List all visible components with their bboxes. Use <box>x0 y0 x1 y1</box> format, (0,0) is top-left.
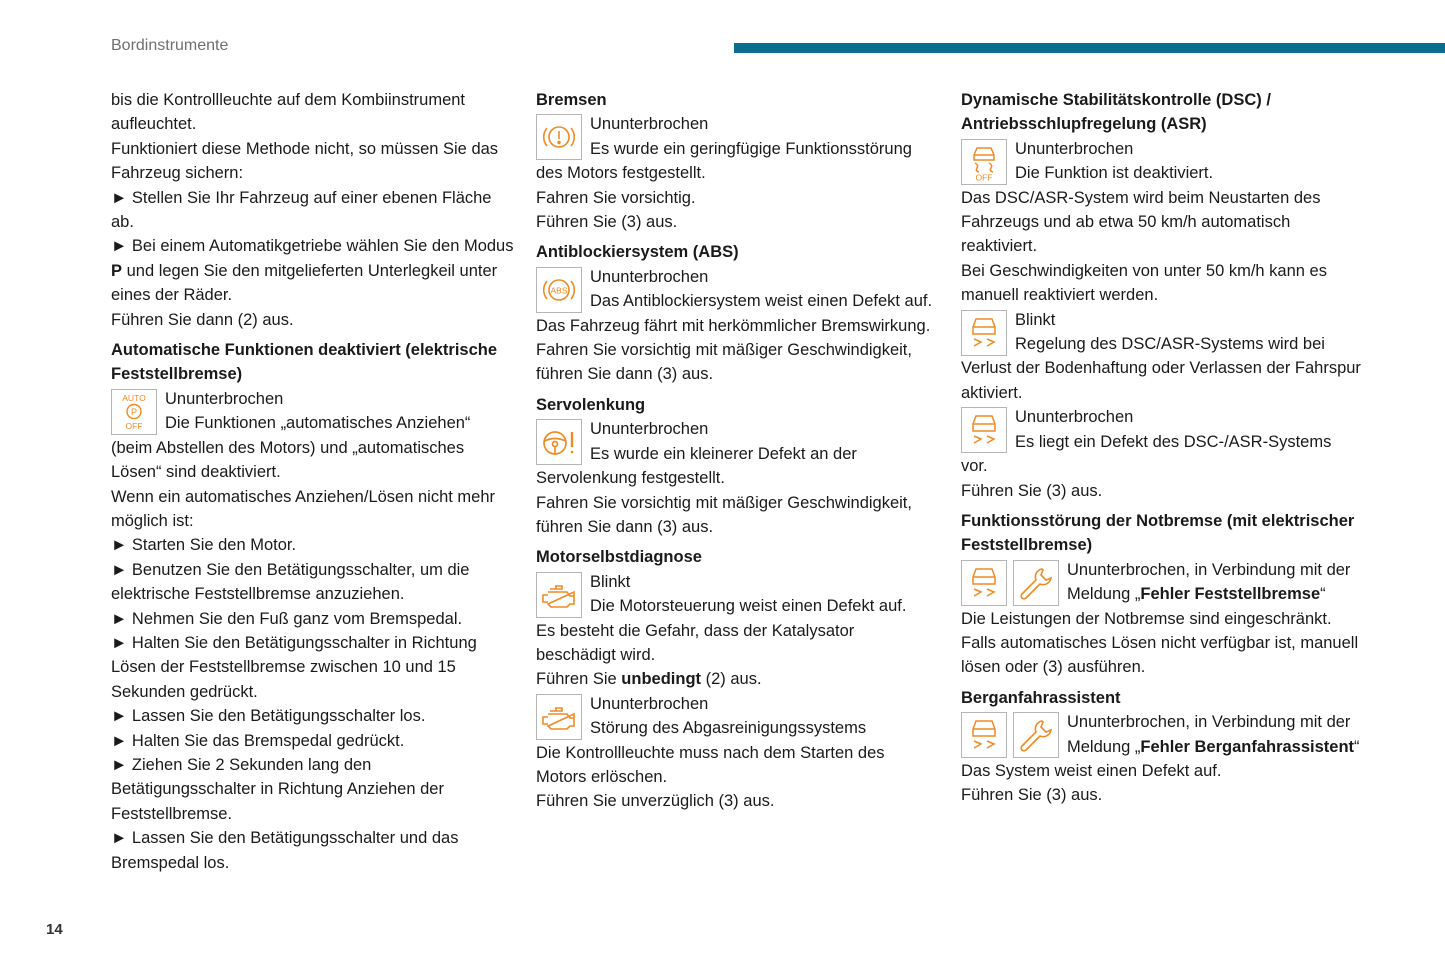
bullet-item: ► Benutzen Sie den Betätigungsschalter, um die elektrische Feststellbremse anzuziehen. <box>111 560 470 604</box>
status-description: Die Funktion ist deaktiviert. <box>1015 164 1214 183</box>
status-label: Ununterbrochen <box>590 267 709 286</box>
paragraph: Führen Sie (3) aus. <box>961 481 1103 500</box>
header-accent-bar <box>734 43 1445 53</box>
bullet-item: ► Stellen Sie Ihr Fahrzeug auf einer ebenen Fläche ab. <box>111 188 492 232</box>
bullet-item: ► Bei einem Automatikgetriebe wählen Sie den Modus P und legen Sie den mitgelieferten Unterlegkeil unter eines der Räder. <box>111 237 514 305</box>
paragraph: Das Fahrzeug fährt mit herkömmlicher Bremswirkung. <box>536 316 931 335</box>
status-label: Ununterbrochen <box>590 115 709 134</box>
status-label: Ununterbrochen <box>1015 139 1134 158</box>
section-title-auto: Automatische Funktionen deaktiviert (elektrische Feststellbremse) <box>111 341 498 384</box>
section-title-notbremse: Funktionsstörung der Notbremse (mit elektrischer Feststellbremse) <box>961 511 1355 555</box>
paragraph: Führen Sie unbedingt (2) aus. <box>536 670 762 689</box>
paragraph: Fahren Sie vorsichtig. <box>536 188 696 207</box>
status-label: Ununterbrochen <box>590 694 709 713</box>
status-description: Das Antiblockiersystem weist einen Defekt auf. <box>590 292 933 311</box>
dsc-skid-icon <box>961 560 1007 606</box>
column-1 <box>111 88 516 875</box>
status-label: Blinkt <box>1015 310 1056 329</box>
paragraph: Fahren Sie vorsichtig mit mäßiger Geschwindigkeit, führen Sie dann (3) aus. <box>536 341 912 384</box>
paragraph: Fahren Sie vorsichtig mit mäßiger Geschwindigkeit, führen Sie dann (3) aus. <box>536 493 912 536</box>
paragraph: bis die Kontrollleuchte auf dem Kombiinstrument aufleuchtet. <box>111 91 466 134</box>
bullet-item: ► Halten Sie den Betätigungsschalter in Richtung Lösen der Feststellbremse zwischen 10 und 15 Sekunden gedrückt. <box>111 633 477 701</box>
auto-p-off-icon <box>111 389 157 435</box>
paragraph: Die Kontrollleuchte muss nach dem Starten des Motors erlöschen. <box>536 743 885 786</box>
page-number: 14 <box>46 921 63 938</box>
paragraph: Führen Sie (3) aus. <box>961 786 1103 805</box>
paragraph: Wenn ein automatisches Anziehen/Lösen nicht mehr möglich ist: <box>111 487 496 530</box>
column-3 <box>961 88 1361 808</box>
status-description: Es liegt ein Defekt des DSC-/ASR-Systems vor. <box>961 432 1332 476</box>
bullet-item: ► Ziehen Sie 2 Sekunden lang den Betätigungsschalter in Richtung Anziehen der Feststellbremse. <box>111 755 444 823</box>
section-title-dsc: Dynamische Stabilitätskontrolle (DSC) / Antriebsschlupfregelung (ASR) <box>961 91 1271 134</box>
dsc-skid-icon <box>961 712 1007 758</box>
steering-warning-icon <box>536 419 582 465</box>
section-title-brakes: Bremsen <box>536 91 607 109</box>
status-label: Blinkt <box>590 572 631 591</box>
paragraph: Das DSC/ASR-System wird beim Neustarten des Fahrzeugs und ab etwa 50 km/h automatisch reaktiviert. <box>961 188 1321 256</box>
running-header: Bordinstrumente <box>111 37 229 54</box>
wrench-icon <box>1013 560 1059 606</box>
status-description: Die Funktionen „automatisches Anziehen“ (beim Abstellen des Motors) und „automatisches Lösen“ sind deaktiviert. <box>111 414 471 482</box>
dsc-off-icon <box>961 139 1007 185</box>
dsc-off-icon-text: OFF <box>975 172 993 182</box>
paragraph: Die Leistungen der Notbremse sind eingeschränkt. <box>961 609 1332 628</box>
bullet-item: ► Lassen Sie den Betätigungsschalter los. <box>111 707 426 726</box>
paragraph: Falls automatisches Lösen nicht verfügbar ist, manuell lösen oder (3) ausführen. <box>961 633 1359 677</box>
abs-icon <box>536 267 582 313</box>
status-label: Ununterbrochen <box>165 389 284 408</box>
dsc-skid-icon <box>961 310 1007 356</box>
status-description: Es wurde ein kleinerer Defekt an der Servolenkung festgestellt. <box>536 444 857 488</box>
bullet-item: ► Lassen Sie den Betätigungsschalter und das Bremspedal los. <box>111 829 459 872</box>
abs-icon-text: ABS <box>550 285 568 296</box>
status-description: Es wurde ein geringfügige Funktionsstörung des Motors festgestellt. <box>536 139 912 183</box>
status-description: Die Motorsteuerung weist einen Defekt auf. <box>590 597 907 616</box>
bullet-item: ► Starten Sie den Motor. <box>111 536 297 555</box>
paragraph: Funktioniert diese Methode nicht, so müssen Sie das Fahrzeug sichern: <box>111 139 499 183</box>
auto-icon-text-top: AUTO <box>122 392 146 403</box>
section-title-engine: Motorselbstdiagnose <box>536 548 702 567</box>
engine-icon <box>536 572 582 618</box>
status-description: Störung des Abgasreinigungssystems <box>590 719 867 738</box>
dsc-skid-icon <box>961 407 1007 453</box>
wrench-icon <box>1013 712 1059 758</box>
paragraph: Es besteht die Gefahr, dass der Katalysator beschädigt wird. <box>536 621 855 664</box>
section-title-servo: Servolenkung <box>536 395 646 414</box>
status-description: Regelung des DSC/ASR-Systems wird bei Verlust der Bodenhaftung oder Verlassen der Fahrspur aktiviert. <box>961 335 1361 402</box>
section-title-berg: Berganfahrassistent <box>961 688 1121 707</box>
status-label: Ununterbrochen <box>1015 408 1134 427</box>
auto-icon-text-mid: P <box>130 406 138 417</box>
bullet-item: ► Nehmen Sie den Fuß ganz vom Bremspedal. <box>111 609 463 628</box>
brake-warning-icon <box>536 114 582 160</box>
status-description: Ununterbrochen, in Verbindung mit der Meldung „Fehler Berganfahrassistent“ <box>1067 713 1360 756</box>
engine-icon <box>536 694 582 740</box>
status-description: Ununterbrochen, in Verbindung mit der Meldung „Fehler Feststellbremse“ <box>1067 560 1351 604</box>
auto-icon-text-bot: OFF <box>125 420 143 431</box>
paragraph: Bei Geschwindigkeiten von unter 50 km/h kann es manuell reaktiviert werden. <box>961 261 1327 305</box>
section-title-abs: Antiblockiersystem (ABS) <box>536 243 739 262</box>
paragraph: Führen Sie dann (2) aus. <box>111 310 294 329</box>
column-2 <box>536 88 936 814</box>
paragraph: Das System weist einen Defekt auf. <box>961 761 1222 780</box>
paragraph: Führen Sie (3) aus. <box>536 213 678 232</box>
status-label: Ununterbrochen <box>590 420 709 439</box>
bullet-item: ► Halten Sie das Bremspedal gedrückt. <box>111 731 405 750</box>
paragraph: Führen Sie unverzüglich (3) aus. <box>536 792 775 811</box>
